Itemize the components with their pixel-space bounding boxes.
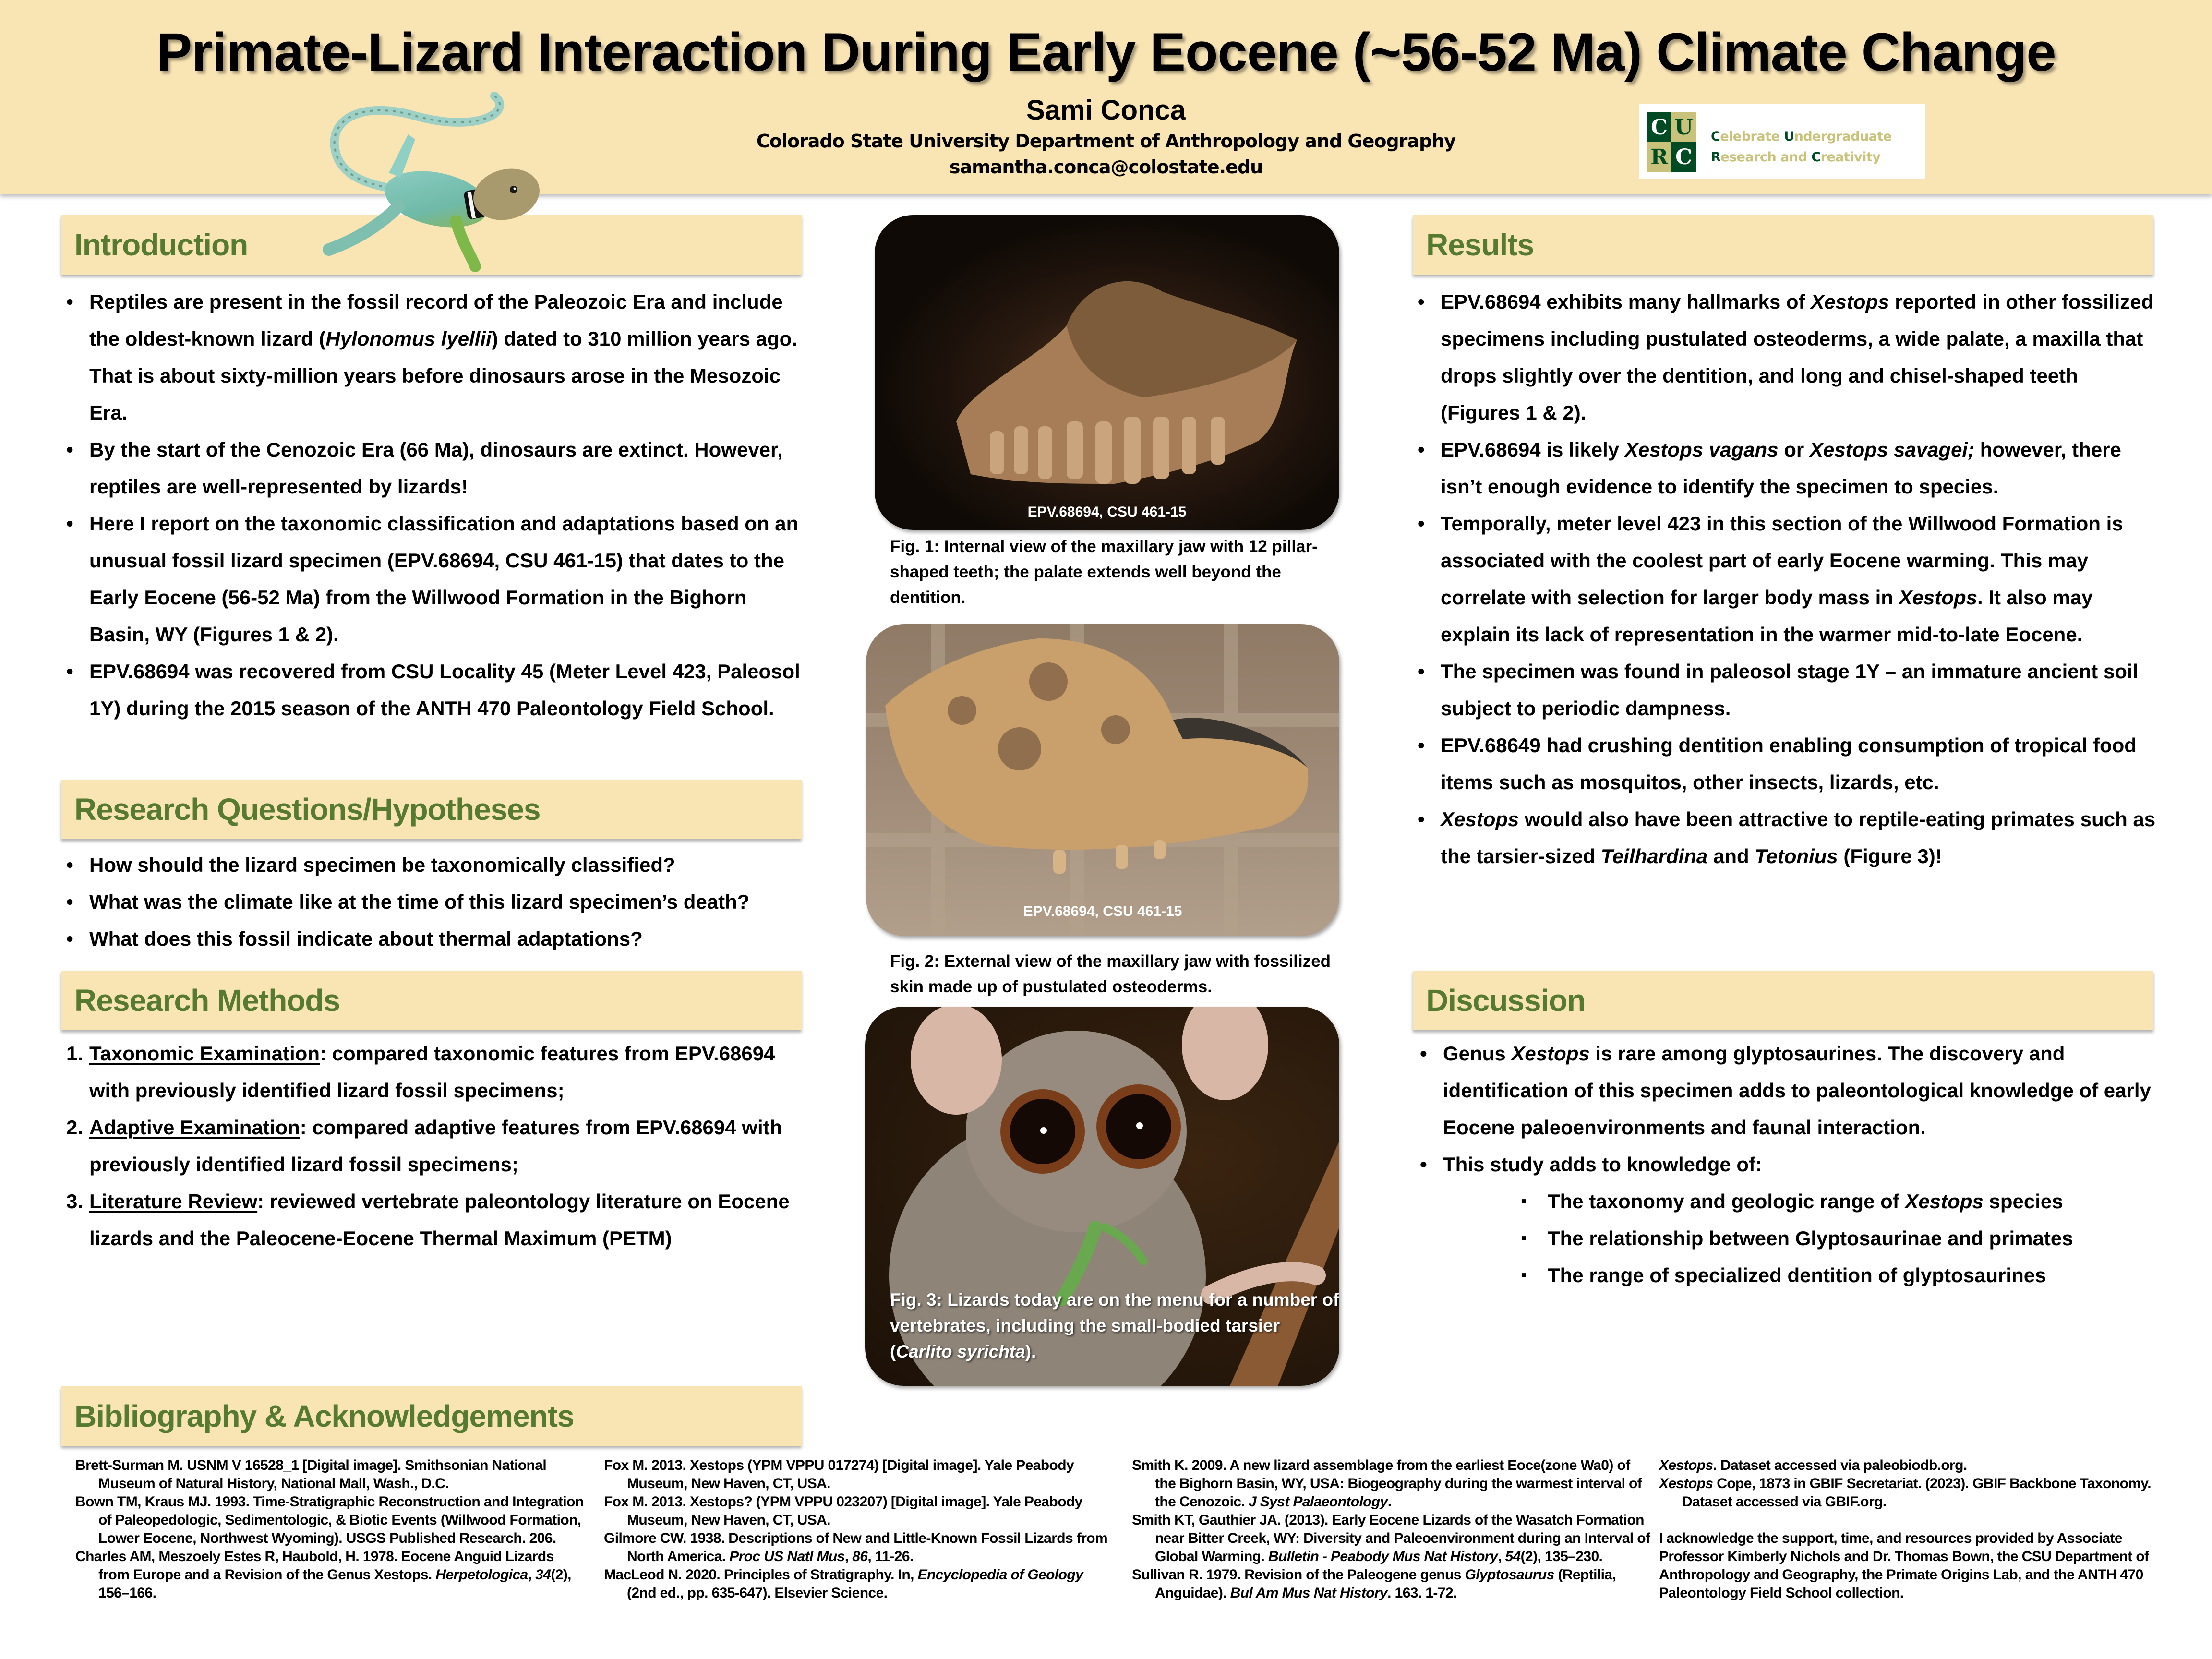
reference-entry: Sullivan R. 1979. Revision of the Paleogene genus Glyptosaurus (Reptilia, Anguidae). Bul Am Mus Nat History. 163. 1-72. [1132,1567,1616,1601]
italic-term: Bulletin - Peabody Mus Nat History [1268,1549,1498,1564]
list-item: • Xestops would also have been attractive to reptile-eating primates such as the tarsier-sized Teilhardina and Tetonius (Figure 3)! [1414,801,2163,875]
fossil-jaw-internal-illustration [875,215,1339,530]
figure-3-caption: Fig. 3: Lizards today are on the menu for a number of vertebrates, including the small-bodied tarsier (Carlito syrichta). [890,1290,1339,1361]
logo-line-2 [1711,147,1892,168]
collared-lizard-image [288,82,557,274]
discussion-heading: Discussion [1426,983,1586,1018]
logo-word: reativity [1820,150,1881,165]
list-item: • How should the lizard specimen be taxonomically classified? [62,846,811,883]
method-text: : reviewed vertebrate paleontology literature on Eocene lizards and the Paleocene-Eocene Thermal Maximum (PETM) [89,1190,790,1250]
italic-term: Xestops savagei; [1809,438,1975,461]
italic-term: Xestops [1659,1457,1713,1473]
reference-entry: Brett-Surman M. USNM V 16528_1 [Digital image]. Smithsonian National Museum of Natural History, National Mall, Wash., D.C. [75,1457,547,1491]
item-number: 1. [66,1042,84,1065]
italic-term: 86 [852,1549,868,1564]
list-item: ▪ The taxonomy and geologic range of Xestops species [1521,1183,2193,1220]
italic-term: Hylonomus lyellii [325,327,492,350]
bibliography-column-2 [604,1456,1113,1602]
results-heading: Results [1426,228,1534,262]
list-item: • What was the climate like at the time of this lizard specimen’s death? [62,883,811,920]
list-item: • EPV.68649 had crushing dentition enabling consumption of tropical food items such as mosquitos, other insects, lizards, etc. [1414,727,2163,801]
italic-term: Xestops [1811,290,1889,313]
affiliation: Colorado State University Department of Anthropology and Geography [756,131,1456,152]
italic-term: Tetonius [1755,845,1838,867]
italic-term: Xestops vagans [1624,438,1779,461]
curc-logo-text [1711,126,1892,168]
list-item: • The specimen was found in paleosol stage 1Y – an immature ancient soil subject to periodic dampness. [1414,653,2163,727]
results-list [1414,283,2163,875]
list-item: • Temporally, meter level 423 in this section of the Willwood Formation is associated with the coolest part of early Eocene warming. This may correlate with selection for larger body mass in Xestops. It also may explain its lack of representation in the warmer mid-to-late Eocene. [1414,505,2163,653]
bibliography-header [61,1386,802,1446]
introduction-list [62,283,811,727]
research-methods-heading: Research Methods [74,983,340,1018]
discussion-sublist [1521,1183,2193,1294]
bibliography-column-1 [75,1456,584,1602]
italic-term: 54 [1505,1549,1521,1564]
method-term: Literature Review [89,1190,258,1213]
acknowledgement-text: I acknowledge the support, time, and resources provided by Associate Professor Kimberly Nichols and Dr. Thomas Bown, the CSU Department of Anthropology and Geography, the Primate Origins Lab, and the ANTH 470 Paleontology Field School collection. [1659,1530,2149,1601]
logo-letter: C [1647,112,1671,142]
reference-entry: Fox M. 2013. Xestops (YPM VPPU 017274) [Digital image]. Yale Peabody Museum, New Haven, CT, USA. [604,1457,1074,1491]
italic-term: Carlito syrichta [896,1342,1025,1361]
italic-term: Herpetologica [435,1567,528,1583]
logo-cap: C [1711,129,1720,144]
figure-2-caption: Fig. 2: External view of the maxillary jaw with fossilized skin made up of pustulated osteoderms. [890,952,1331,996]
figure-1-specimen-label: EPV.68694, CSU 461-15 [1027,504,1187,520]
figure-2-specimen-label: EPV.68694, CSU 461-15 [1023,903,1182,919]
acknowledgement [1659,1529,2187,1602]
method-item [62,1109,811,1183]
reference-entry: Xestops Cope, 1873 in GBIF Secretariat. (2023). GBIF Backbone Taxonomy. Dataset accessed via GBIF.org. [1659,1476,2151,1510]
figure-1-caption: Fig. 1: Internal view of the maxillary jaw with 12 pillar-shaped teeth; the palate extends well beyond the dentition. [890,537,1318,607]
author-name: Sami Conca [1026,95,1186,126]
list-item: • EPV.68694 was recovered from CSU Locality 45 (Meter Level 423, Paleosol 1Y) during the 2015 season of the ANTH 470 Paleontology Field School. [62,653,811,727]
bibliography-column-4 [1659,1456,2187,1602]
list-item: ▪ The range of specialized dentition of glyptosaurines [1521,1257,2193,1294]
logo-letter: R [1647,142,1671,172]
logo-word: elebrate [1720,129,1784,144]
method-term: Adaptive Examination [89,1116,300,1139]
research-questions-list [62,846,811,957]
reference-entry: Bown TM, Kraus MJ. 1993. Time-Stratigraphic Reconstruction and Integration of Paleopedologic, Sedimentologic, & Biotic Events (Willwood Formation, Lower Eocene, Northwest Wyoming). USGS Published Research. 206. [75,1494,584,1546]
list-item: • What does this fossil indicate about thermal adaptations? [62,920,811,957]
author-email: samantha.conca@colostate.edu [949,156,1263,178]
italic-term: 34 [535,1567,551,1583]
list-item: • EPV.68694 exhibits many hallmarks of Xestops reported in other fossilized specimens including pustulated osteoderms, a wide palate, a maxilla that drops slightly over the dentition, and long and chisel-shaped teeth (Figures 1 & 2). [1414,283,2163,431]
list-item: • This study adds to knowledge of: [1416,1146,2165,1183]
list-item: ▪ The relationship between Glyptosaurinae and primates [1521,1220,2193,1257]
curc-logo [1639,104,1925,179]
discussion-header [1413,971,2153,1030]
italic-term: Bul Am Mus Nat History [1230,1585,1388,1601]
reference-entry: Xestops. Dataset accessed via paleobiodb.org. [1659,1457,1967,1473]
method-text: : compared taxonomic features from EPV.68694 with previously identified lizard fossil specimens; [89,1042,775,1102]
figure-1-image [875,215,1339,530]
list-item: • Here I report on the taxonomic classification and adaptations based on an unusual fossil lizard specimen (EPV.68694, CSU 461-15) that dates to the Early Eocene (56-52 Ma) from the Willwood Formation in the Bighorn Basin, WY (Figures 1 & 2). [62,505,811,653]
method-item [62,1035,811,1109]
item-number: 2. [66,1116,84,1139]
list-item: • EPV.68694 is likely Xestops vagans or Xestops savagei; however, there isn’t enough evidence to identify the specimen to species. [1414,431,2163,505]
italic-term: Encyclopedia of Geology [917,1567,1083,1583]
italic-term: Xestops [1905,1190,1984,1213]
logo-word: ndergraduate [1794,129,1892,144]
research-questions-heading: Research Questions/Hypotheses [74,792,541,827]
figure-2-image [866,624,1339,936]
italic-term: Glyptosaurus [1465,1567,1554,1583]
list-item: • Genus Xestops is rare among glyptosaurines. The discovery and identification of this specimen adds to paleontological knowledge of early Eocene paleoenvironments and faunal interaction. [1416,1035,2165,1146]
poster-title: Primate-Lizard Interaction During Early Eocene (~56-52 Ma) Climate Change [156,22,2056,82]
italic-term: Xestops [1511,1042,1590,1065]
figure-3-image [865,1007,1339,1386]
logo-line-1 [1711,126,1892,147]
italic-term: Xestops [1441,808,1519,830]
research-questions-header [61,780,802,839]
reference-entry: Charles AM, Meszoely Estes R, Haubold, H. 1978. Eocene Anguid Lizards from Europe and a Revision of the Genus Xestops. Herpetologica, 34(2), 156–166. [75,1549,571,1601]
reference-entry: MacLeod N. 2020. Principles of Stratigraphy. In, Encyclopedia of Geology (2nd ed., pp. 635-647). Elsevier Science. [604,1567,1083,1601]
reference-entry: Fox M. 2013. Xestops? (YPM VPPU 023207) [Digital image]. Yale Peabody Museum, New Haven, CT, USA. [604,1494,1082,1528]
reference-entry: Smith KT, Gauthier JA. (2013). Early Eocene Lizards of the Wasatch Formation near Bitter Creek, WY: Diversity and Paleoenvironment during an Interval of Global Warming. Bulletin - Peabody Mus Nat History, 54(2), 135–230. [1132,1512,1650,1564]
bibliography-heading: Bibliography & Acknowledgements [74,1399,574,1433]
logo-letter: C [1671,142,1696,172]
research-methods-list [62,1035,811,1257]
logo-cap: U [1784,129,1794,144]
item-number: 3. [66,1190,84,1213]
list-item: • Reptiles are present in the fossil record of the Paleozoic Era and include the oldest-known lizard (Hylonomus lyellii) dated to 310 million years ago. That is about sixty-million years before dinosaurs arose in the Mesozoic Era. [62,283,811,431]
italic-term: J Syst Palaeontology [1248,1494,1388,1510]
logo-cap: R [1711,150,1721,165]
italic-term: Proc US Natl Mus [729,1549,845,1564]
italic-term: Xestops [1899,586,1978,609]
discussion-list [1416,1035,2165,1183]
bibliography-column-3 [1132,1456,1650,1602]
results-header [1413,215,2153,275]
curc-logo-grid [1647,112,1696,172]
method-item [62,1183,811,1257]
italic-term: Xestops [1659,1476,1713,1491]
logo-cap: C [1811,150,1821,165]
introduction-heading: Introduction [74,228,248,262]
method-term: Taxonomic Examination [89,1042,320,1065]
logo-letter: U [1671,112,1696,142]
reference-entry: Gilmore CW. 1938. Descriptions of New and Little-Known Fossil Lizards from North America. Proc US Natl Mus, 86, 11-26. [604,1530,1108,1564]
list-item: • By the start of the Cenozoic Era (66 Ma), dinosaurs are extinct. However, reptiles are well-represented by lizards! [62,431,811,505]
research-methods-header [61,971,802,1030]
method-text: : compared adaptive features from EPV.68694 with previously identified lizard fossil specimens; [89,1116,782,1176]
fossil-jaw-external-illustration [866,624,1339,936]
reference-entry: Smith K. 2009. A new lizard assemblage from the earliest Eoce(zone Wa0) of the Bighorn Basin, WY, USA: Biogeography during the warmest interval of the Cenozoic. J Syst Palaeontology. [1132,1457,1642,1510]
italic-term: Teilhardina [1600,845,1708,867]
logo-word: esearch and [1720,150,1812,165]
